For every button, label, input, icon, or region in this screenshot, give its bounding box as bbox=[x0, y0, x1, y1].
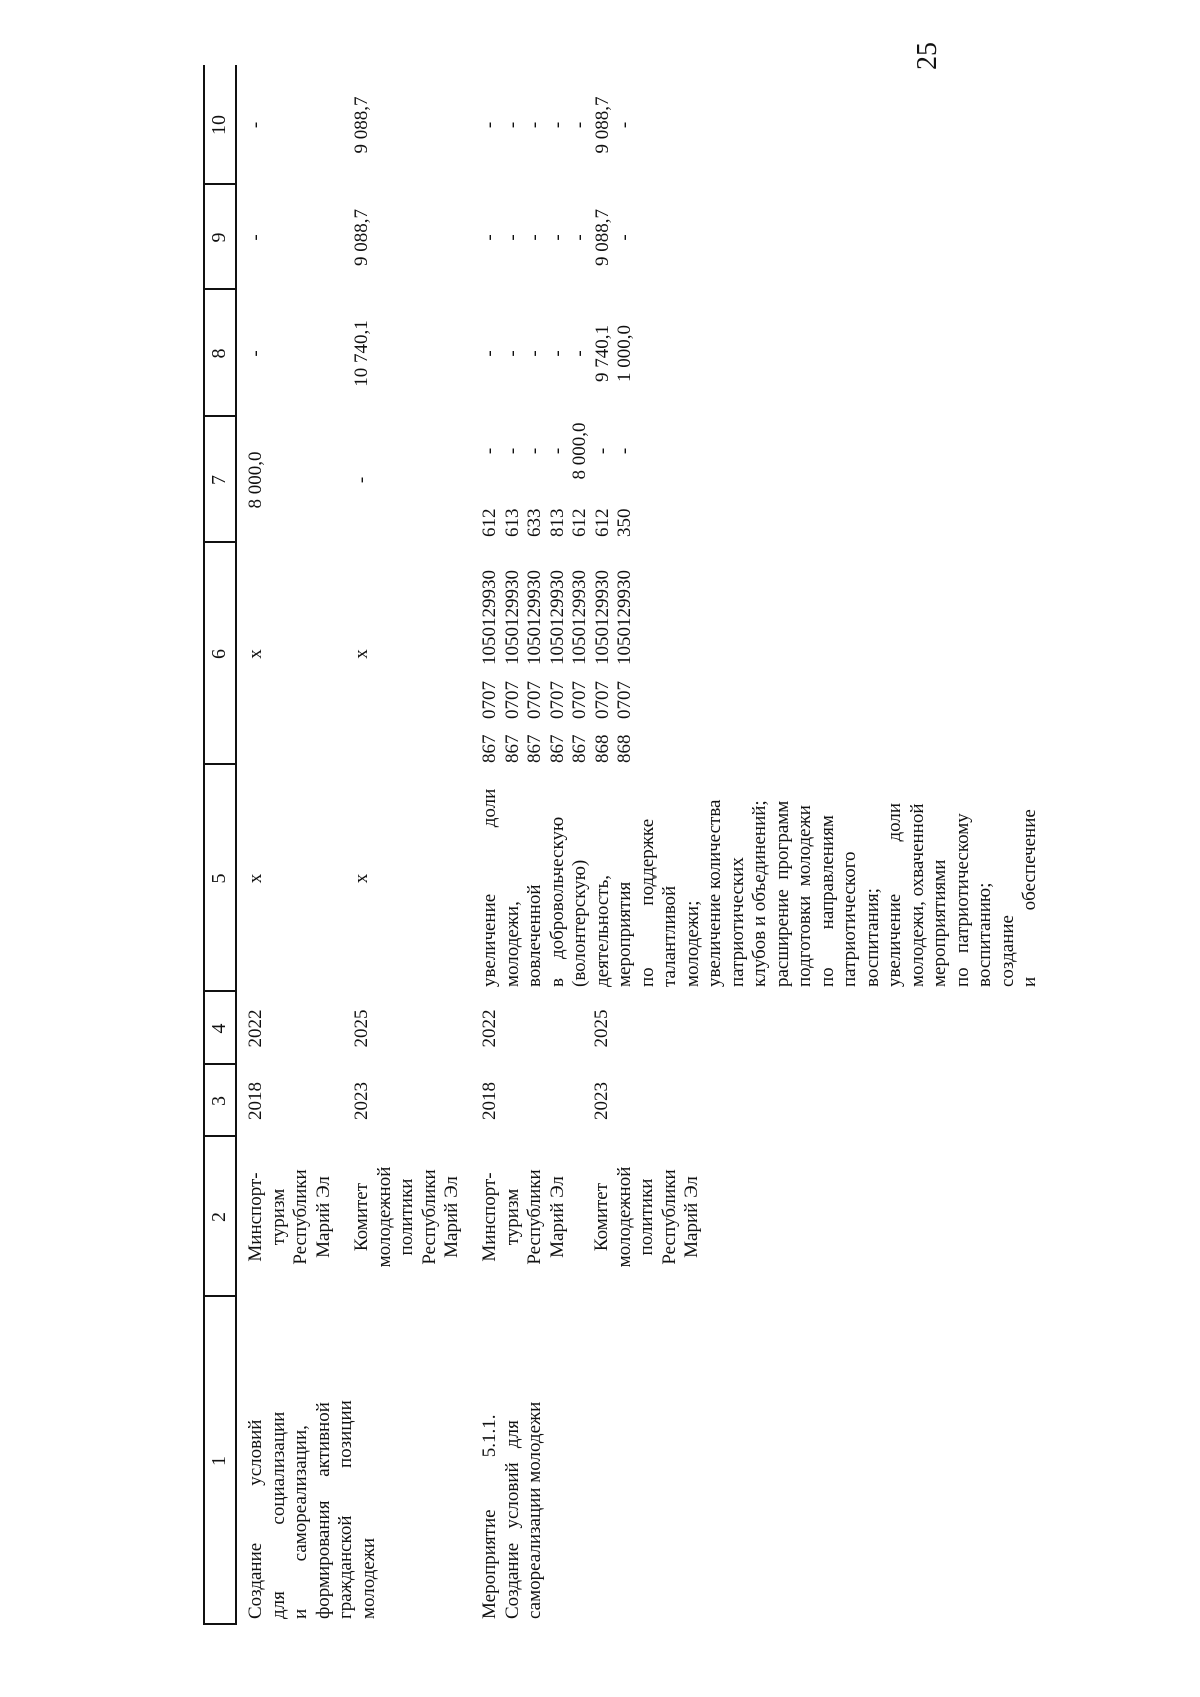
row1-col8-a: - bbox=[245, 350, 266, 357]
row2-col10-values: - - - - - 9 088,7 - bbox=[479, 96, 635, 154]
row1-col4-end-a: 2022 bbox=[245, 1009, 266, 1048]
budget-table bbox=[203, 65, 1040, 1625]
row1-col2-executor-a: Минспорт- туризм Республики Марий Эл bbox=[245, 1169, 334, 1265]
row2-col3-start-b: 2023 bbox=[591, 1082, 612, 1120]
header-bottom-rule bbox=[235, 185, 237, 1625]
header-bottom-extension bbox=[235, 65, 237, 185]
row1-col10-b: 9 088,7 bbox=[351, 96, 372, 154]
row1-col7-b: - bbox=[351, 476, 372, 484]
row2-col8-values: - - - - - 9 740,1 1 000,0 bbox=[479, 325, 635, 382]
row1-col5-indicator-a: х bbox=[245, 873, 266, 884]
row2-vr-codes: 612 613 633 813 612 612 350 bbox=[479, 508, 635, 537]
row1-col10-a: - bbox=[245, 121, 266, 129]
row1-col5-indicator-b: х bbox=[351, 873, 372, 884]
col-header-3: 3 bbox=[208, 1096, 230, 1106]
row2-col9-values: - - - - - 9 088,7 - bbox=[479, 209, 635, 266]
row2-csr-codes: 1050129930 1050129930 1050129930 1050129930 1050129930 1050129930 1050129930 bbox=[479, 570, 635, 665]
col-header-8: 8 bbox=[208, 348, 230, 359]
row2-col1-description: Мероприятие 5.1.1. Создание условий для самореализации молодежи bbox=[479, 1401, 545, 1619]
row2-col7-values: - - - - 8 000,0 - - bbox=[479, 422, 635, 480]
row2-col3-start-a: 2018 bbox=[479, 1082, 500, 1120]
row1-col3-start-a: 2018 bbox=[245, 1082, 266, 1120]
row1-col9-b: 9 088,7 bbox=[351, 209, 372, 266]
row1-col8-b: 10 740,1 bbox=[351, 320, 372, 387]
row2-col2-executor-a: Минспорт- туризм Республики Марий Эл bbox=[479, 1169, 568, 1265]
page-number: 25 bbox=[912, 42, 943, 70]
col-header-6: 6 bbox=[208, 649, 230, 659]
row1-col1-description: Создание условий для социализации и самореализации, формирования активной гражданской позиции молодежи bbox=[245, 1400, 379, 1619]
col-header-2: 2 bbox=[208, 1212, 230, 1222]
row1-col2-executor-b: Комитет молодежной политики Республики Марий Эл bbox=[351, 1166, 462, 1268]
row1-col4-end-b: 2025 bbox=[351, 1009, 372, 1048]
col-header-9: 9 bbox=[208, 232, 230, 243]
row2-col4-end-b: 2025 bbox=[591, 1009, 612, 1048]
header-top-extension bbox=[203, 65, 205, 185]
row2-rzpr-codes: 0707 0707 0707 0707 0707 0707 0707 bbox=[479, 681, 635, 719]
col-header-10: 10 bbox=[208, 115, 230, 135]
row2-grbs-codes: 867 867 867 867 867 868 868 bbox=[479, 734, 635, 763]
row1-col6-code-a: х bbox=[245, 649, 266, 659]
col-header-7: 7 bbox=[208, 475, 230, 485]
row1-col9-a: - bbox=[245, 234, 266, 241]
col-header-5: 5 bbox=[208, 873, 230, 884]
row1-col6-code-b: х bbox=[351, 649, 372, 659]
row1-col7-a: 8 000,0 bbox=[245, 451, 266, 509]
col-header-4: 4 bbox=[208, 1023, 230, 1034]
row2-col4-end-a: 2022 bbox=[479, 1009, 500, 1048]
row1-col3-start-b: 2023 bbox=[351, 1082, 372, 1120]
row2-col5-indicators: увеличение доли молодежи, вовлеченной в добровольческую (волонтерскую) деятельность, мероприятия по поддержке талантливой молодежи; увеличение количества патриотических клубов и объединений; расширение программ подготовки молодежи по направлениям патриотического воспитания; увеличение доли молодежи, охваченной мероприятиями по патриотическому воспитанию; создание и обеспечение bbox=[479, 788, 1040, 987]
col-header-1: 1 bbox=[208, 1456, 230, 1466]
row2-col2-executor-b: Комитет молодежной политики Республики Марий Эл bbox=[591, 1166, 702, 1268]
